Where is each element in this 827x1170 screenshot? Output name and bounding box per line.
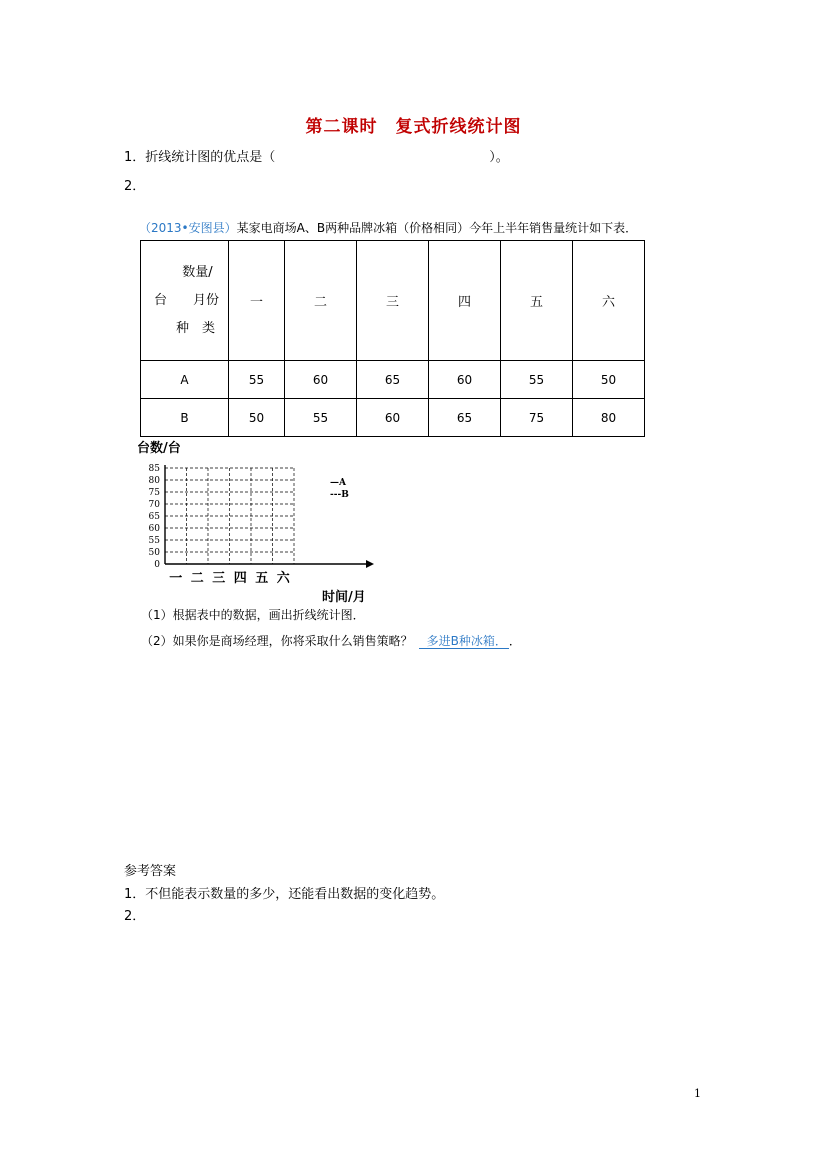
table-row [141, 399, 645, 437]
legend-entry: —A [330, 478, 346, 488]
y-tick-label: 80 [148, 476, 160, 486]
x-tick-label: 五 [255, 571, 269, 586]
y-tick-label: 50 [148, 548, 160, 558]
x-tick-label: 一 [169, 571, 183, 586]
intro-text: 某家电商场A、B两种品牌冰箱（价格相同）今年上半年销售量统计如下表． [236, 221, 638, 235]
month-header: 六 [573, 241, 645, 361]
row-label: B [141, 399, 229, 437]
table-cell: 50 [573, 361, 645, 399]
sub-question-2-text: （2）如果你是商场经理，你将采取什么销售策略？ [141, 634, 413, 648]
table-cell: 60 [285, 361, 357, 399]
table-cell: 55 [501, 361, 573, 399]
y-tick-label: 65 [148, 512, 160, 522]
legend-entry: ---B [330, 490, 349, 500]
table-cell: 65 [357, 361, 429, 399]
month-header: 二 [285, 241, 357, 361]
header-quantity: 数量/ [182, 264, 213, 280]
table-row [141, 361, 645, 399]
y-tick-label: 0 [154, 560, 160, 570]
answers-heading: 参考答案 [124, 864, 177, 879]
answer-2: 2． [124, 909, 146, 924]
question-1-prefix: 1．折线统计图的优点是（ [124, 150, 276, 165]
y-tick-label: 60 [148, 524, 160, 534]
sub-question-2 [141, 632, 521, 649]
x-tick-label: 六 [276, 571, 290, 586]
page-number: 1 [694, 1087, 701, 1100]
header-kind: 种 类 [175, 320, 215, 336]
table-cell: 60 [357, 399, 429, 437]
sub-question-2-answer: 多进B种冰箱． [419, 634, 509, 649]
source-tag: （2013•安图县） [139, 221, 237, 235]
sub-question-1: （1）根据表中的数据，画出折线统计图． [141, 608, 365, 622]
table-cell: 60 [429, 361, 501, 399]
month-header: 五 [501, 241, 573, 361]
answer-1: 1．不但能表示数量的多少，还能看出数据的变化趋势。 [124, 887, 445, 902]
chart-y-axis-label: 台数/台 [137, 441, 181, 456]
question-1 [124, 146, 509, 165]
x-tick-label: 四 [233, 571, 247, 586]
x-axis-arrow [366, 560, 374, 568]
table-cell: 50 [229, 399, 285, 437]
table-header-row [141, 241, 645, 361]
header-unit-month: 台 月份 [153, 292, 219, 308]
page-title: 第二课时 复式折线统计图 [305, 117, 522, 137]
table-cell: 55 [285, 399, 357, 437]
y-tick-label: 70 [148, 500, 160, 510]
chart-x-axis-label: 时间/月 [322, 590, 366, 605]
table-cell: 65 [429, 399, 501, 437]
question-1-suffix: ）。 [489, 150, 509, 165]
row-label: A [141, 361, 229, 399]
question-2-label: 2． [124, 179, 146, 194]
x-tick-label: 二 [190, 571, 204, 586]
month-header: 三 [357, 241, 429, 361]
y-tick-label: 85 [148, 464, 160, 474]
question-2-intro [139, 219, 637, 236]
sub-question-2-end: ． [508, 634, 521, 648]
header-diagonal-cell [141, 241, 229, 361]
x-tick-label: 三 [212, 571, 226, 586]
sales-table [140, 240, 645, 437]
month-header: 四 [429, 241, 501, 361]
y-tick-label: 75 [148, 488, 160, 498]
month-header: 一 [229, 241, 285, 361]
blank-line-chart [130, 455, 390, 605]
table-cell: 75 [501, 399, 573, 437]
y-tick-label: 55 [148, 536, 160, 546]
table-cell: 55 [229, 361, 285, 399]
table-cell: 80 [573, 399, 645, 437]
